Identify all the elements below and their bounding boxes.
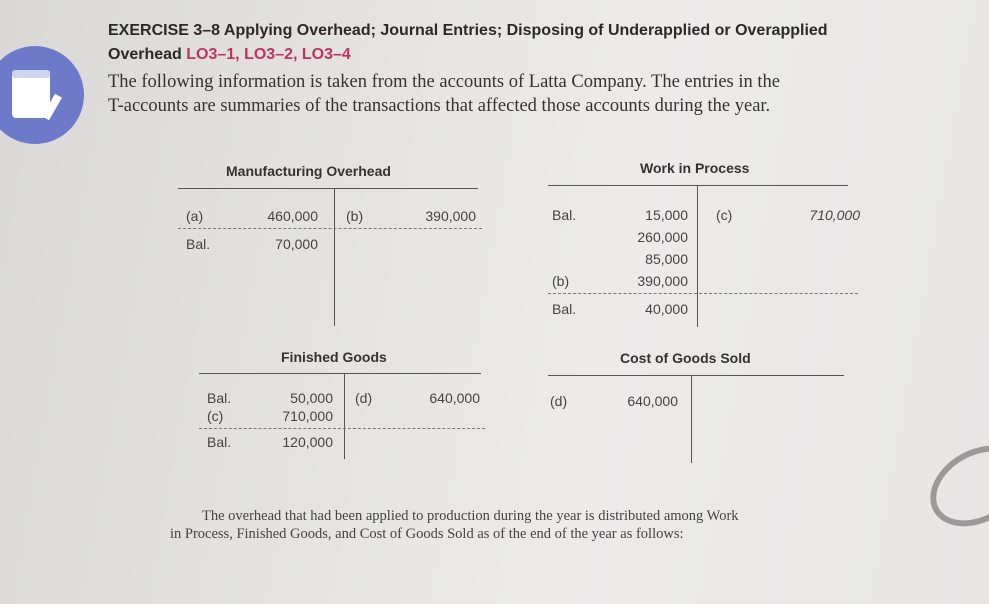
balance-separator xyxy=(548,293,858,294)
binder-ring xyxy=(916,429,989,542)
balance-value: 120,000 xyxy=(282,434,333,450)
t-account-finished-goods xyxy=(195,346,485,461)
intro-paragraph xyxy=(108,70,938,118)
credit-label: (b) xyxy=(346,208,364,224)
credit-value: 390,000 xyxy=(425,208,476,224)
footer-line-2: in Process, Finished Goods, and Cost of Goods Sold as of the end of the year as follows: xyxy=(170,526,684,542)
t-account-divider xyxy=(344,373,345,459)
account-title: Manufacturing Overhead xyxy=(226,163,391,179)
balance-label: Bal. xyxy=(552,301,577,317)
balance-value: 70,000 xyxy=(275,236,318,252)
debit-value: 260,000 xyxy=(637,229,688,245)
exercise-title-overhead: Overhead xyxy=(108,46,182,63)
debit-label: (a) xyxy=(186,208,204,224)
debit-value: 460,000 xyxy=(267,208,318,224)
intro-line-2: T-accounts are summaries of the transactions that affected those accounts during the year. xyxy=(108,96,771,116)
balance-separator xyxy=(178,228,482,229)
debit-value: 710,000 xyxy=(282,408,333,424)
credit-value: 640,000 xyxy=(429,390,480,406)
debit-value: 50,000 xyxy=(290,390,333,406)
t-account-top-line xyxy=(199,373,481,374)
t-account-work-in-process xyxy=(540,157,860,329)
balance-separator xyxy=(199,428,485,429)
t-account-divider xyxy=(691,375,692,463)
t-account-top-line xyxy=(548,185,848,186)
intro-line-1: The following information is taken from the accounts of Latta Company. The entries in the xyxy=(108,72,780,92)
debit-label: (d) xyxy=(550,393,568,409)
debit-label: (c) xyxy=(207,408,224,424)
credit-value: 710,000 xyxy=(809,207,860,223)
t-account-manufacturing-overhead xyxy=(178,160,482,330)
balance-label: Bal. xyxy=(186,236,211,252)
t-account-divider xyxy=(697,185,698,327)
t-account-divider xyxy=(334,188,335,326)
exercise-title: EXERCISE 3–8 Applying Overhead; Journal Entries; Disposing of Underapplied or Overapplied xyxy=(108,22,828,39)
account-title: Cost of Goods Sold xyxy=(620,350,751,366)
account-title: Work in Process xyxy=(640,160,750,176)
footer-line-1: The overhead that had been applied to production during the year is distributed among Work xyxy=(202,508,739,524)
credit-label: (d) xyxy=(355,390,373,406)
debit-value: 85,000 xyxy=(645,251,688,267)
debit-label: Bal. xyxy=(207,390,232,406)
debit-value: 15,000 xyxy=(645,207,688,223)
learning-objectives: LO3–1, LO3–2, LO3–4 xyxy=(186,46,351,63)
exercise-title-line2 xyxy=(108,46,351,64)
debit-value: 640,000 xyxy=(627,393,678,409)
t-account-top-line xyxy=(178,188,478,189)
debit-label: Bal. xyxy=(552,207,577,223)
balance-value: 40,000 xyxy=(645,301,688,317)
credit-label: (c) xyxy=(716,207,733,223)
notepad-pencil-icon xyxy=(0,46,84,144)
t-account-cost-of-goods-sold xyxy=(540,347,850,465)
debit-label: (b) xyxy=(552,273,570,289)
t-account-top-line xyxy=(548,375,844,376)
account-title: Finished Goods xyxy=(281,349,387,365)
debit-value: 390,000 xyxy=(637,273,688,289)
footer-paragraph xyxy=(170,507,739,543)
balance-label: Bal. xyxy=(207,434,232,450)
